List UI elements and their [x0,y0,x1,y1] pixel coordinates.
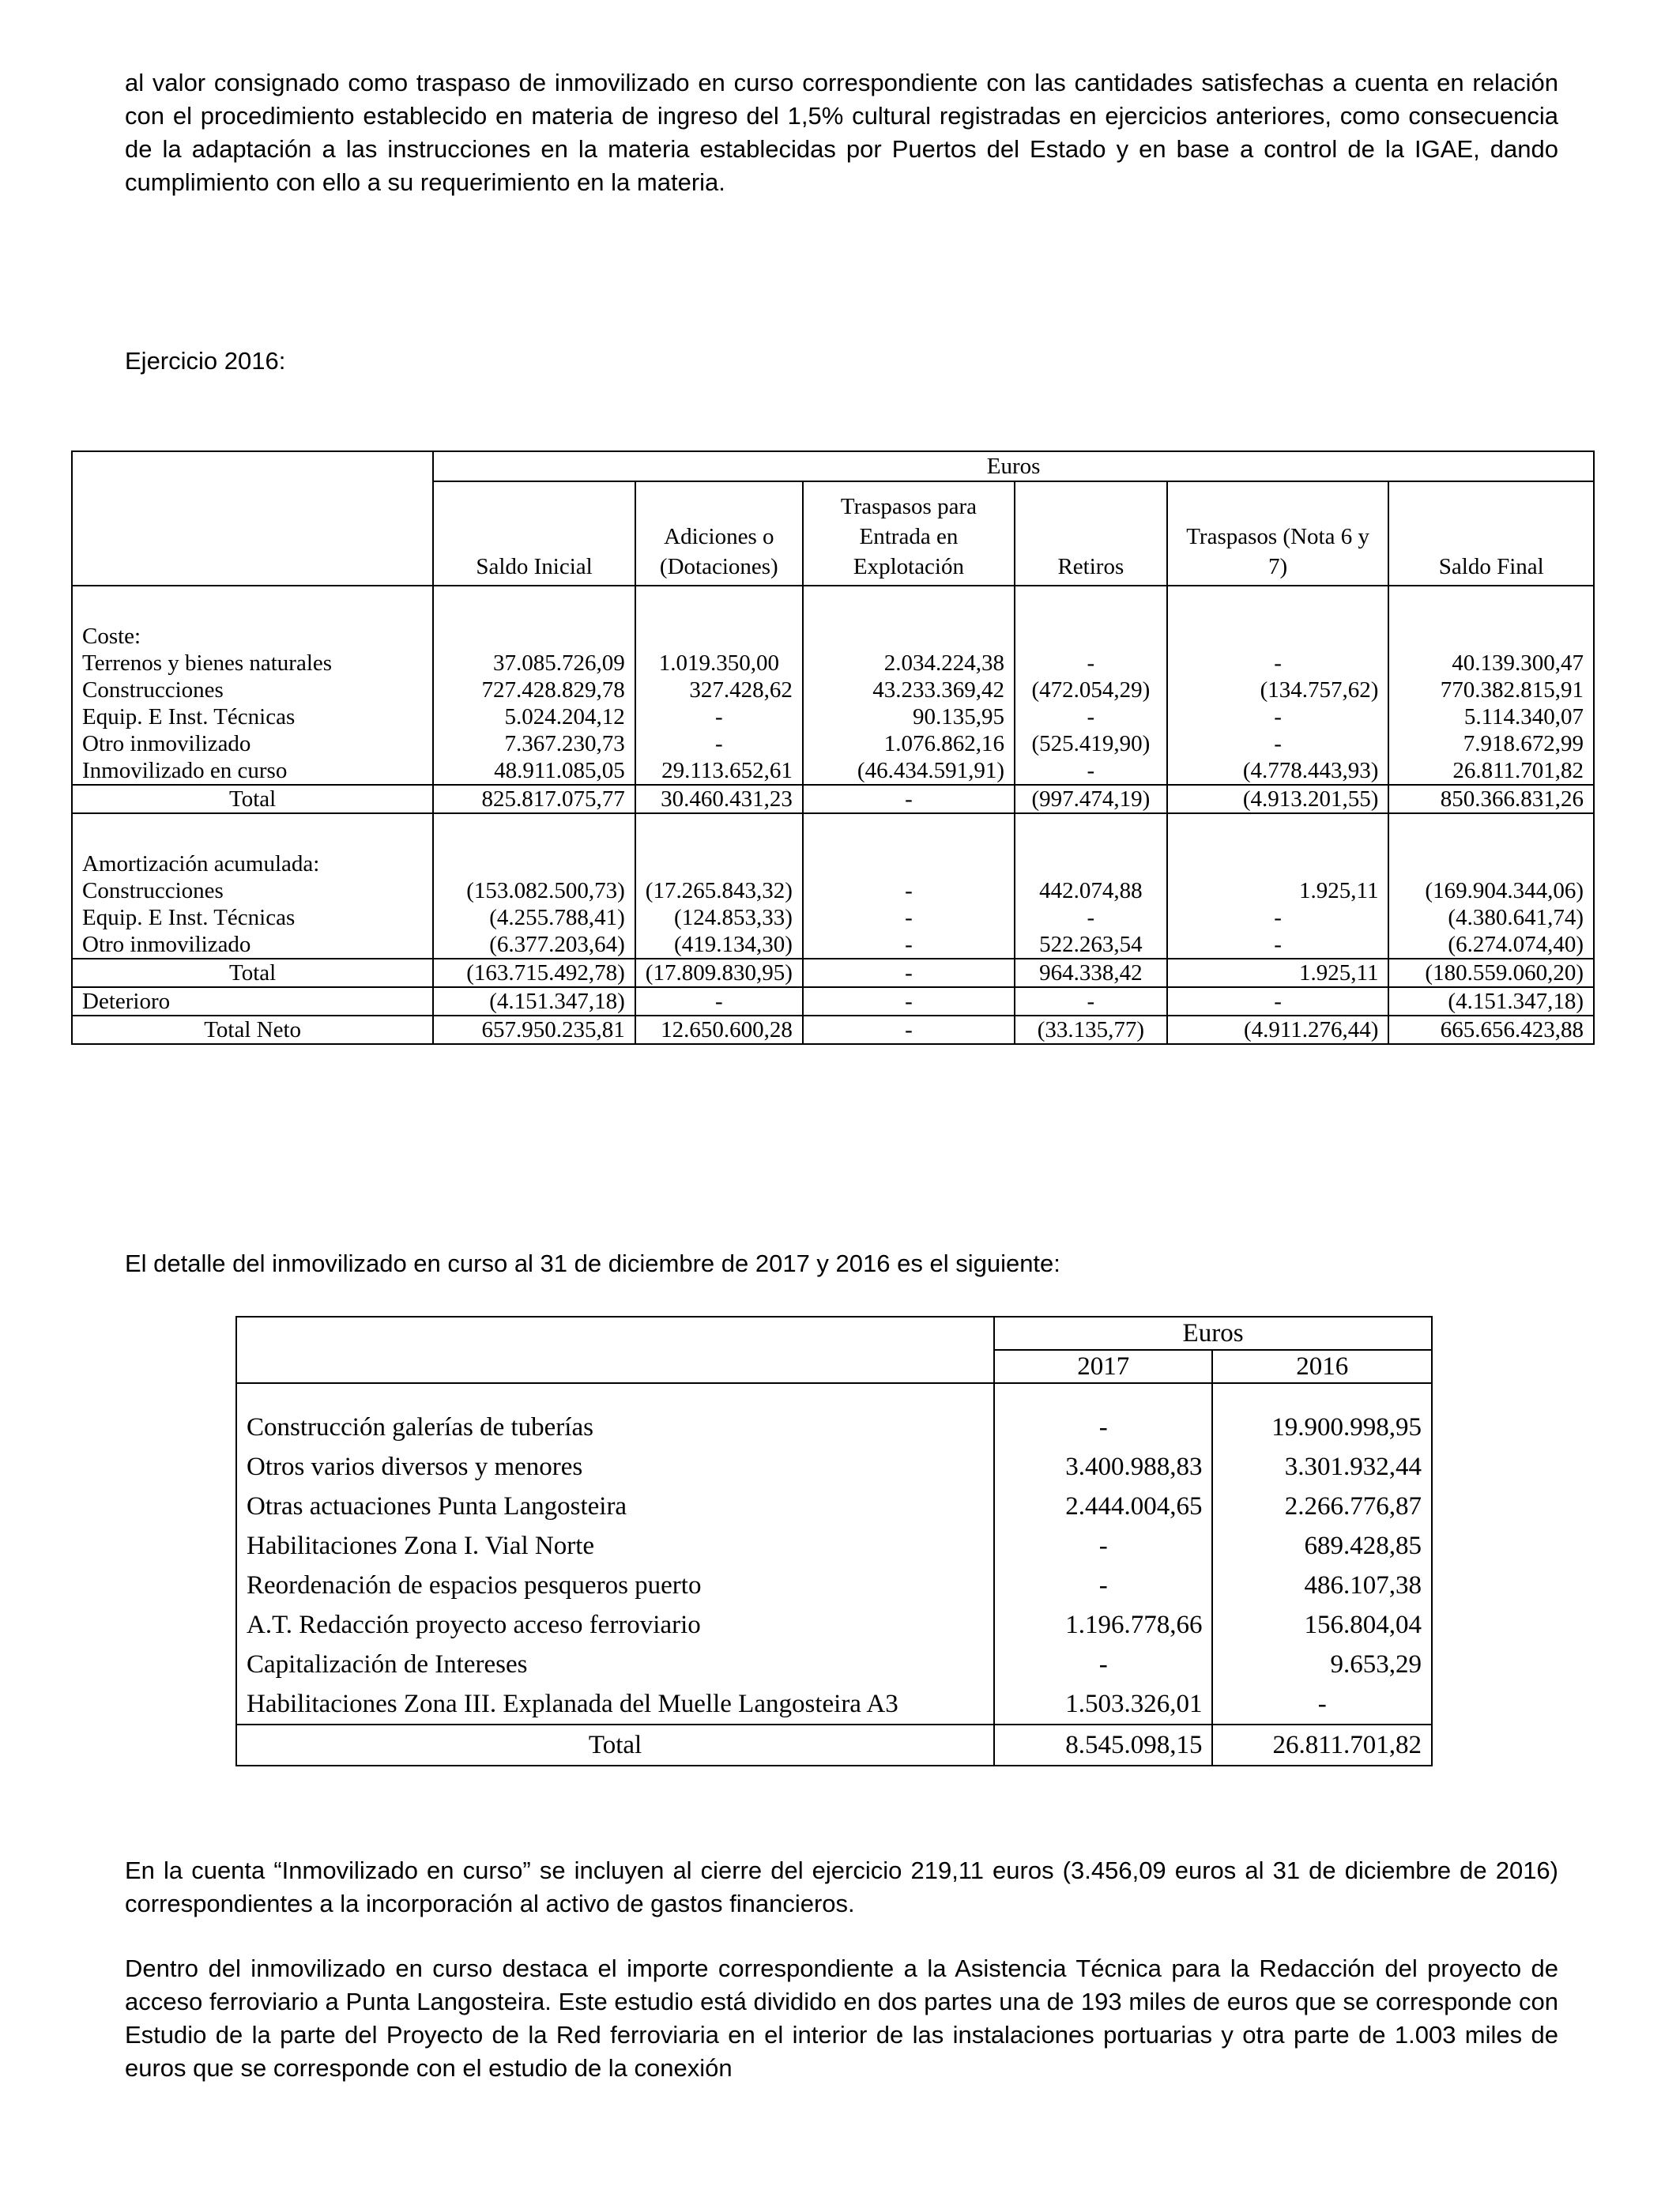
table-row [72,677,1594,703]
cell-2017: 8.545.098,15 [994,1725,1212,1766]
cell-adiciones: 12.650.600,28 [635,1016,803,1044]
row-label: Terrenos y bienes naturales [72,650,433,677]
row-label: Total [72,959,433,987]
cell-adiciones: 1.019.350,00 [635,650,803,677]
cell-2017: - [994,1526,1212,1566]
cell-2017: 3.400.988,83 [994,1447,1212,1487]
cell-adiciones: - [635,730,803,757]
cell-2016: 3.301.932,44 [1212,1447,1432,1487]
column-header: Traspasos para Entrada en Explotación [803,481,1015,586]
table-row [72,757,1594,785]
cell-retiros: 442.074,88 [1015,877,1167,904]
technical-assistance-paragraph: Dentro del inmovilizado en curso destaca el importe correspondiente a la Asistencia Técnica para la Redacción del proyecto de acceso ferroviario a Punta Langosteira. Este estudio está dividido en dos partes una de 193 miles de euros que se corresponde con Estudio de la parte del Proyecto de la Red ferroviaria en el interior de las instalaciones portuarias y otra parte de 1.003 miles de euros que se corresponde con el estudio de la conexión [125,1955,1558,2082]
cell-traspasos: - [1167,730,1389,757]
table-row [72,904,1594,931]
row-label: Otras actuaciones Punta Langosteira [236,1487,994,1526]
cell-traspasos: - [1167,650,1389,677]
cell-saldo-final: 665.656.423,88 [1388,1016,1594,1044]
cell-retiros: - [1015,650,1167,677]
total-neto-row [72,1016,1594,1044]
section-label: Amortización acumulada: [72,850,433,877]
cell-adiciones: 29.113.652,61 [635,757,803,785]
coste-total-row [72,785,1594,813]
cell-saldo-inicial: (6.377.203,64) [433,931,635,959]
cell-saldo-inicial: 7.367.230,73 [433,730,635,757]
row-label: Construcción galerías de tuberías [236,1408,994,1447]
cell-saldo-final: 7.918.672,99 [1388,730,1594,757]
cell-saldo-inicial: (163.715.492,78) [433,959,635,987]
cell-traspasos: - [1167,904,1389,931]
cell-traspasos-explotacion: - [803,904,1015,931]
header-blank-cell [72,451,433,586]
table-row [236,1447,1432,1487]
coste-heading-row [72,623,1594,650]
cell-traspasos: (4.913.201,55) [1167,785,1389,813]
table-row [236,1566,1432,1605]
cell-retiros: (997.474,19) [1015,785,1167,813]
intro-paragraph: al valor consignado como traspaso de inmovilizado en curso correspondiente con las cantidades satisfechas a cuenta en relación con el procedimiento establecido en materia de ingreso del 1,5% cultural registradas en ejercicios anteriores, como consecuencia de la adaptación a las instrucciones en la materia establecidas por Puertos del Estado y en base a control de la IGAE, dando cumplimiento con ello a su requerimiento en la materia. [125,69,1558,196]
cell-adiciones: 30.460.431,23 [635,785,803,813]
cell-2017: 1.503.326,01 [994,1684,1212,1725]
table-row [72,703,1594,730]
cell-saldo-inicial: (153.082.500,73) [433,877,635,904]
cell-adiciones: - [635,703,803,730]
currency-header: Euros [994,1317,1432,1350]
cell-saldo-final: (4.151.347,18) [1388,987,1594,1016]
table-header-row [72,451,1594,481]
coste-spacer-row [72,586,1594,623]
cell-retiros: - [1015,757,1167,785]
section-label: Coste: [72,623,433,650]
cell-traspasos-explotacion: 43.233.369,42 [803,677,1015,703]
row-label: Capitalización de Intereses [236,1645,994,1684]
financial-expenses-paragraph: En la cuenta “Inmovilizado en curso” se incluyen al cierre del ejercicio 219,11 euros (3.456,09 euros al 31 de diciembre de 2016) correspondientes a la incorporación al activo de gastos financieros. [125,1857,1558,1917]
cell-traspasos-explotacion: - [803,1016,1015,1044]
cell-traspasos: - [1167,987,1389,1016]
row-label: Otros varios diversos y menores [236,1447,994,1487]
cell-traspasos: - [1167,703,1389,730]
row-label: Habilitaciones Zona III. Explanada del Muelle Langosteira A3 [236,1684,994,1725]
row-label: Otro inmovilizado [72,730,433,757]
row-label: Total [236,1725,994,1766]
row-label: Total Neto [72,1016,433,1044]
cell-adiciones: (124.853,33) [635,904,803,931]
cell-adiciones: (17.265.843,32) [635,877,803,904]
cell-traspasos-explotacion: (46.434.591,91) [803,757,1015,785]
cell-saldo-inicial: 37.085.726,09 [433,650,635,677]
cell-saldo-final: 850.366.831,26 [1388,785,1594,813]
construction-in-progress-table [235,1316,1433,1766]
cell-traspasos-explotacion: - [803,785,1015,813]
cell-saldo-final: (169.904.344,06) [1388,877,1594,904]
cell-saldo-inicial: 5.024.204,12 [433,703,635,730]
currency-header: Euros [433,451,1594,481]
row-label: Deterioro [72,987,433,1016]
spacer-row [236,1383,1432,1408]
cell-saldo-final: 5.114.340,07 [1388,703,1594,730]
section-heading: Ejercicio 2016: [125,347,286,375]
cell-traspasos: - [1167,931,1389,959]
row-label: Construcciones [72,677,433,703]
table-row [236,1408,1432,1447]
cell-saldo-final: (6.274.074,40) [1388,931,1594,959]
cell-saldo-inicial: 657.950.235,81 [433,1016,635,1044]
header-blank-cell [236,1317,994,1383]
cell-traspasos: 1.925,11 [1167,877,1389,904]
row-label: Otro inmovilizado [72,931,433,959]
cell-2016: 9.653,29 [1212,1645,1432,1684]
cell-saldo-final: 770.382.815,91 [1388,677,1594,703]
table-row [236,1684,1432,1725]
table-header-row [236,1317,1432,1350]
cell-traspasos-explotacion: 2.034.224,38 [803,650,1015,677]
cell-adiciones: - [635,987,803,1016]
table-row [236,1526,1432,1566]
cell-retiros: (33.135,77) [1015,1016,1167,1044]
table-row [72,877,1594,904]
cell-saldo-final: (180.559.060,20) [1388,959,1594,987]
cell-retiros: - [1015,904,1167,931]
column-header: Saldo Final [1388,481,1594,586]
table-row [72,730,1594,757]
cell-2016: 156.804,04 [1212,1605,1432,1645]
total-row [236,1725,1432,1766]
cell-retiros: 522.263,54 [1015,931,1167,959]
cell-2016: 486.107,38 [1212,1566,1432,1605]
cell-2017: - [994,1645,1212,1684]
cell-2017: - [994,1566,1212,1605]
column-header: Traspasos (Nota 6 y 7) [1167,481,1389,586]
cell-retiros: (525.419,90) [1015,730,1167,757]
column-header-2016: 2016 [1212,1350,1432,1383]
column-header: Adiciones o (Dotaciones) [635,481,803,586]
cell-saldo-final: 26.811.701,82 [1388,757,1594,785]
cell-2016: 689.428,85 [1212,1526,1432,1566]
cell-saldo-inicial: 727.428.829,78 [433,677,635,703]
cell-adiciones: 327.428,62 [635,677,803,703]
cell-saldo-final: (4.380.641,74) [1388,904,1594,931]
table-row [236,1487,1432,1526]
cell-traspasos-explotacion: 1.076.862,16 [803,730,1015,757]
cell-2016: 26.811.701,82 [1212,1725,1432,1766]
cell-retiros: (472.054,29) [1015,677,1167,703]
cell-traspasos-explotacion: - [803,931,1015,959]
cell-2017: 2.444.004,65 [994,1487,1212,1526]
table-row [236,1645,1432,1684]
table-row [72,931,1594,959]
amort-total-row [72,959,1594,987]
cell-traspasos-explotacion: - [803,959,1015,987]
cell-saldo-inicial: 48.911.085,05 [433,757,635,785]
cell-traspasos-explotacion: - [803,987,1015,1016]
deterioro-row [72,987,1594,1016]
cell-retiros: - [1015,987,1167,1016]
column-header-2017: 2017 [994,1350,1212,1383]
cell-traspasos: (4.778.443,93) [1167,757,1389,785]
cell-2017: 1.196.778,66 [994,1605,1212,1645]
table-row [236,1605,1432,1645]
cell-adiciones: (419.134,30) [635,931,803,959]
cell-2016: 2.266.776,87 [1212,1487,1432,1526]
row-label: A.T. Redacción proyecto acceso ferroviario [236,1605,994,1645]
cell-traspasos: 1.925,11 [1167,959,1389,987]
row-label: Reordenación de espacios pesqueros puerto [236,1566,994,1605]
row-label: Habilitaciones Zona I. Vial Norte [236,1526,994,1566]
cell-traspasos-explotacion: 90.135,95 [803,703,1015,730]
cell-2016: 19.900.998,95 [1212,1408,1432,1447]
amort-heading-row [72,850,1594,877]
cell-retiros: 964.338,42 [1015,959,1167,987]
cell-traspasos-explotacion: - [803,877,1015,904]
column-header: Saldo Inicial [433,481,635,586]
cell-saldo-inicial: (4.255.788,41) [433,904,635,931]
cell-saldo-inicial: 825.817.075,77 [433,785,635,813]
cell-traspasos: (4.911.276,44) [1167,1016,1389,1044]
cell-2016: - [1212,1684,1432,1725]
table-row [72,650,1594,677]
row-label: Equip. E Inst. Técnicas [72,703,433,730]
cell-2017: - [994,1408,1212,1447]
cell-saldo-final: 40.139.300,47 [1388,650,1594,677]
row-label: Construcciones [72,877,433,904]
row-label: Inmovilizado en curso [72,757,433,785]
cell-traspasos: (134.757,62) [1167,677,1389,703]
amort-spacer-row [72,813,1594,850]
cell-saldo-inicial: (4.151.347,18) [433,987,635,1016]
column-header: Retiros [1015,481,1167,586]
row-label: Equip. E Inst. Técnicas [72,904,433,931]
fixed-assets-table-2016 [71,450,1595,1045]
cell-adiciones: (17.809.830,95) [635,959,803,987]
detail-intro: El detalle del inmovilizado en curso al 31 de diciembre de 2017 y 2016 es el siguiente: [125,1250,1060,1277]
cell-retiros: - [1015,703,1167,730]
row-label: Total [72,785,433,813]
